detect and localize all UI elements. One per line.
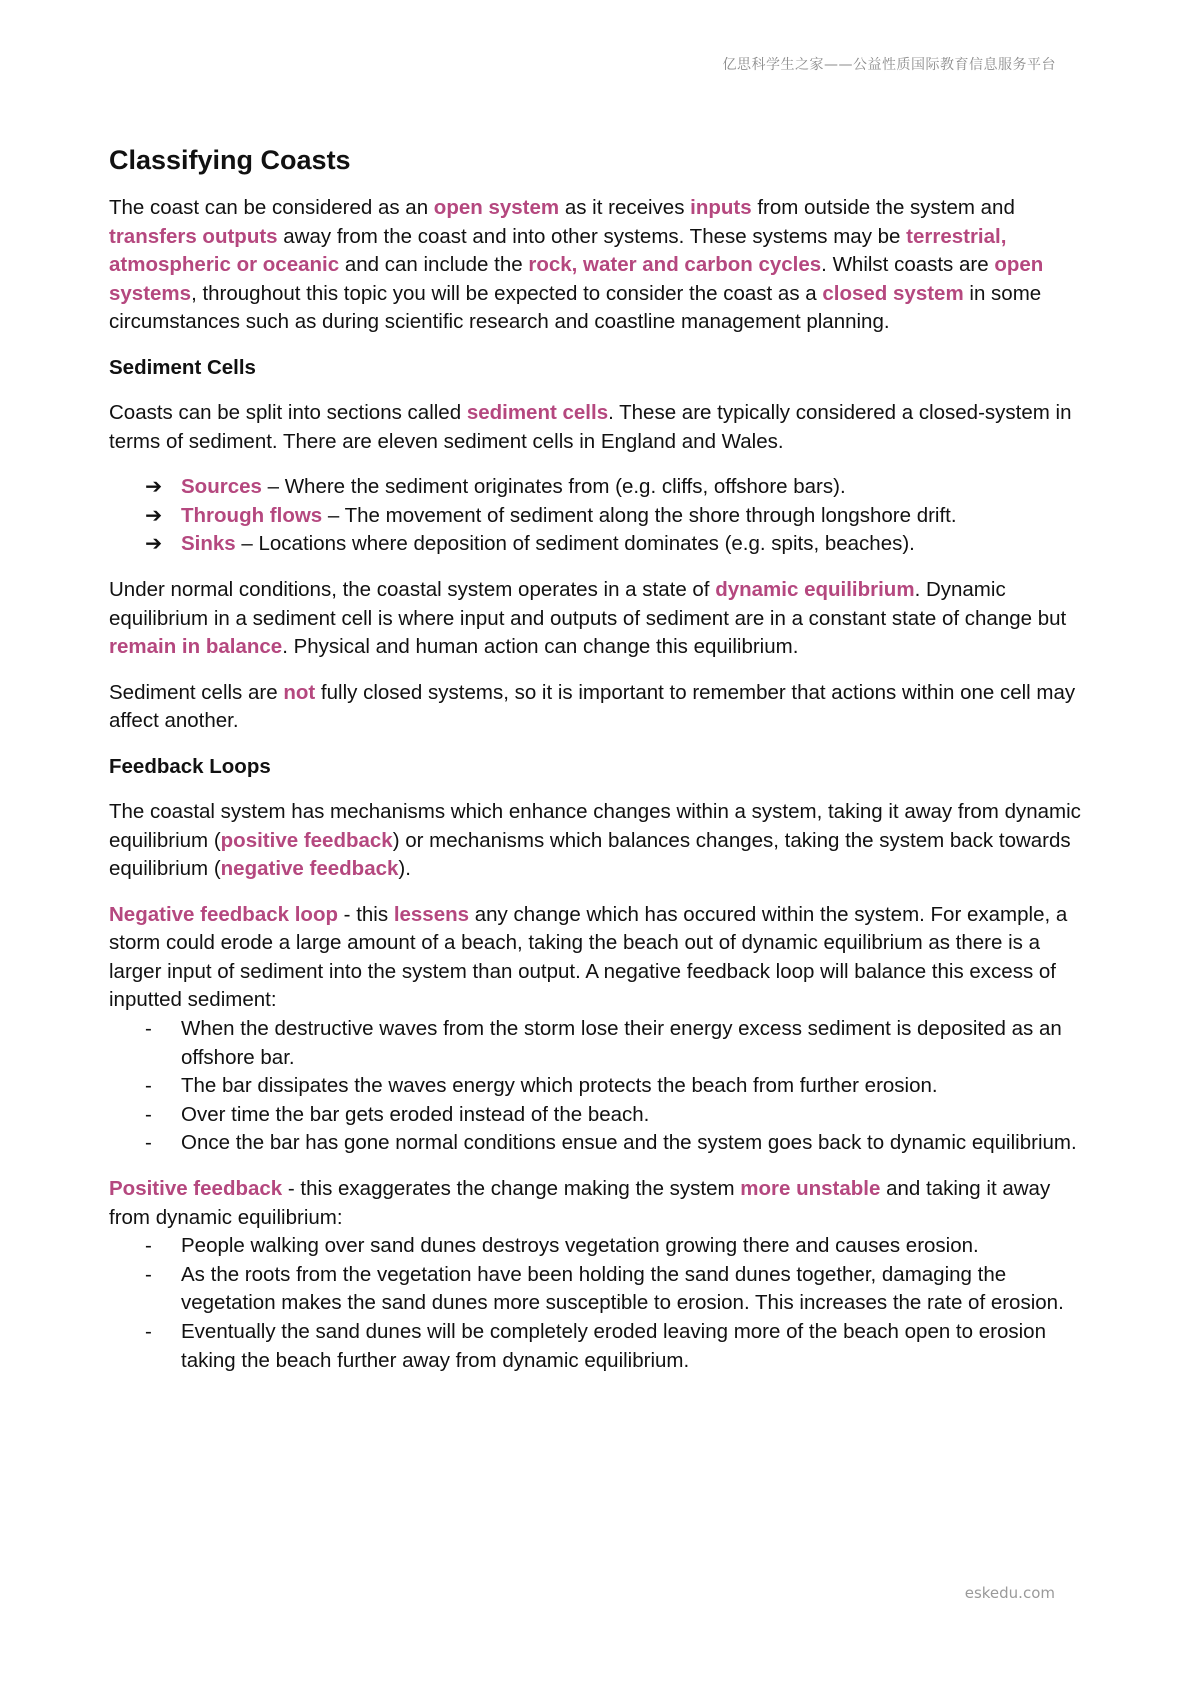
highlight-term: closed system bbox=[822, 281, 964, 305]
highlight-term: not bbox=[283, 680, 316, 704]
section-heading-feedback-loops: Feedback Loops bbox=[109, 754, 271, 778]
dash-bullet: - bbox=[145, 1320, 152, 1343]
list-item: ➔ Sinks – Locations where deposition of sediment dominates (e.g. spits, beaches). bbox=[145, 530, 1094, 559]
dash-bullet: - bbox=[145, 1234, 152, 1258]
highlight-term: Sources bbox=[181, 475, 262, 499]
list-item: - Eventually the sand dunes will be completely eroded leaving more of the beach open to erosion taking the beach further away from dynamic equilibrium. bbox=[145, 1318, 1094, 1375]
highlight-term: inputs bbox=[690, 196, 752, 219]
page-title: Classifying Coasts bbox=[109, 145, 351, 175]
dash-bullet: - bbox=[145, 1102, 152, 1126]
list-item: - Once the bar has gone normal conditions ensue and the system goes back to dynamic equilibrium. bbox=[145, 1129, 1094, 1158]
highlight-term: dynamic equilibrium bbox=[715, 577, 915, 601]
list-item: - When the destructive waves from the storm lose their energy excess sediment is deposited as an offshore bar. bbox=[145, 1015, 1094, 1072]
negative-feedback-list bbox=[109, 1015, 1094, 1158]
not-closed-paragraph: Sediment cells are not fully closed systems, so it is important to remember that actions within one cell may affect another. bbox=[109, 680, 1076, 733]
list-item: ➔ Through flows – The movement of sediment along the shore through longshore drift. bbox=[145, 502, 1094, 531]
arrow-bullet-icon: ➔ bbox=[145, 503, 163, 527]
intro-paragraph: The coast can be considered as an open system as it receives inputs from outside the system and transfers outputs away from the coast and into other systems. These systems may be terrestrial, atmospheric or oceanic and can include the rock, water and carbon cycles. Whilst coasts are open systems, throughout this topic you will be expected to consider the coast as a closed system in some circumstances such as during scientific research and coastline management planning. bbox=[109, 196, 1044, 334]
highlight-term: rock, water and carbon cycles bbox=[528, 253, 822, 277]
list-item: - The bar dissipates the waves energy which protects the beach from further erosion. bbox=[145, 1072, 1094, 1101]
highlight-term: lessens bbox=[393, 902, 470, 926]
sediment-cells-paragraph: Coasts can be split into sections called sediment cells. These are typically considered a closed-system in terms of sediment. There are eleven sediment cells in England and Wales. bbox=[109, 400, 1072, 453]
list-item: ➔ Sources – Where the sediment originates from (e.g. cliffs, offshore bars). bbox=[145, 473, 1094, 502]
highlight-term: Through flows bbox=[181, 503, 323, 527]
dash-bullet: - bbox=[145, 1017, 152, 1041]
arrow-bullet-icon: ➔ bbox=[145, 532, 163, 556]
page-footer: eskedu.com bbox=[964, 1584, 1055, 1602]
positive-feedback-paragraph: Positive feedback - this exaggerates the change making the system more unstable and taking it away from dynamic equilibrium: bbox=[109, 1177, 1051, 1229]
highlight-term: Positive feedback bbox=[109, 1177, 283, 1201]
highlight-term: open system bbox=[433, 196, 560, 219]
document-body bbox=[109, 140, 1094, 1392]
highlight-term: transfers outputs bbox=[109, 224, 278, 248]
feedback-paragraph: The coastal system has mechanisms which enhance changes within a system, taking it away from dynamic equilibrium (positive feedback) or mechanisms which balances changes, taking the system back towards equilibrium (negative feedback). bbox=[109, 799, 1081, 881]
highlight-term: more unstable bbox=[740, 1177, 881, 1201]
highlight-term: open systems bbox=[109, 253, 1044, 305]
list-item: - Over time the bar gets eroded instead of the beach. bbox=[145, 1101, 1094, 1130]
dash-bullet: - bbox=[145, 1131, 152, 1155]
highlight-term: positive feedback bbox=[220, 828, 393, 852]
highlight-term: remain in balance bbox=[109, 635, 283, 659]
section-heading-sediment-cells: Sediment Cells bbox=[109, 355, 256, 379]
list-item: - People walking over sand dunes destroys vegetation growing there and causes erosion. bbox=[145, 1232, 1094, 1261]
negative-feedback-paragraph: Negative feedback loop - this lessens any change which has occured within the system. For example, a storm could erode a large amount of a beach, taking the beach out of dynamic equilibrium as there is a larger input of sediment into the system than output. A negative feedback loop will balance this excess of inputted sediment: bbox=[109, 902, 1068, 1012]
sediment-cell-parts-list bbox=[109, 473, 1094, 559]
page-header: 亿思科学生之家——公益性质国际教育信息服务平台 bbox=[722, 57, 1056, 73]
positive-feedback-list bbox=[109, 1232, 1094, 1375]
dash-bullet: - bbox=[145, 1262, 152, 1286]
highlight-term: Sinks bbox=[181, 532, 236, 556]
list-item: - As the roots from the vegetation have been holding the sand dunes together, damaging the vegetation makes the sand dunes more susceptible to erosion. This increases the rate of erosion. bbox=[145, 1261, 1094, 1318]
highlight-term: sediment cells bbox=[466, 400, 609, 424]
highlight-term: Negative feedback loop bbox=[109, 902, 338, 926]
highlight-term: terrestrial, atmospheric or oceanic bbox=[109, 224, 1007, 277]
arrow-bullet-icon: ➔ bbox=[145, 475, 163, 499]
highlight-term: negative feedback bbox=[220, 857, 399, 881]
dash-bullet: - bbox=[145, 1074, 152, 1098]
equilibrium-paragraph: Under normal conditions, the coastal system operates in a state of dynamic equilibrium. Dynamic equilibrium in a sediment cell is where input and outputs of sediment are in a constant state of change but remain in balance. Physical and human action can change this equilibrium. bbox=[109, 577, 1067, 659]
